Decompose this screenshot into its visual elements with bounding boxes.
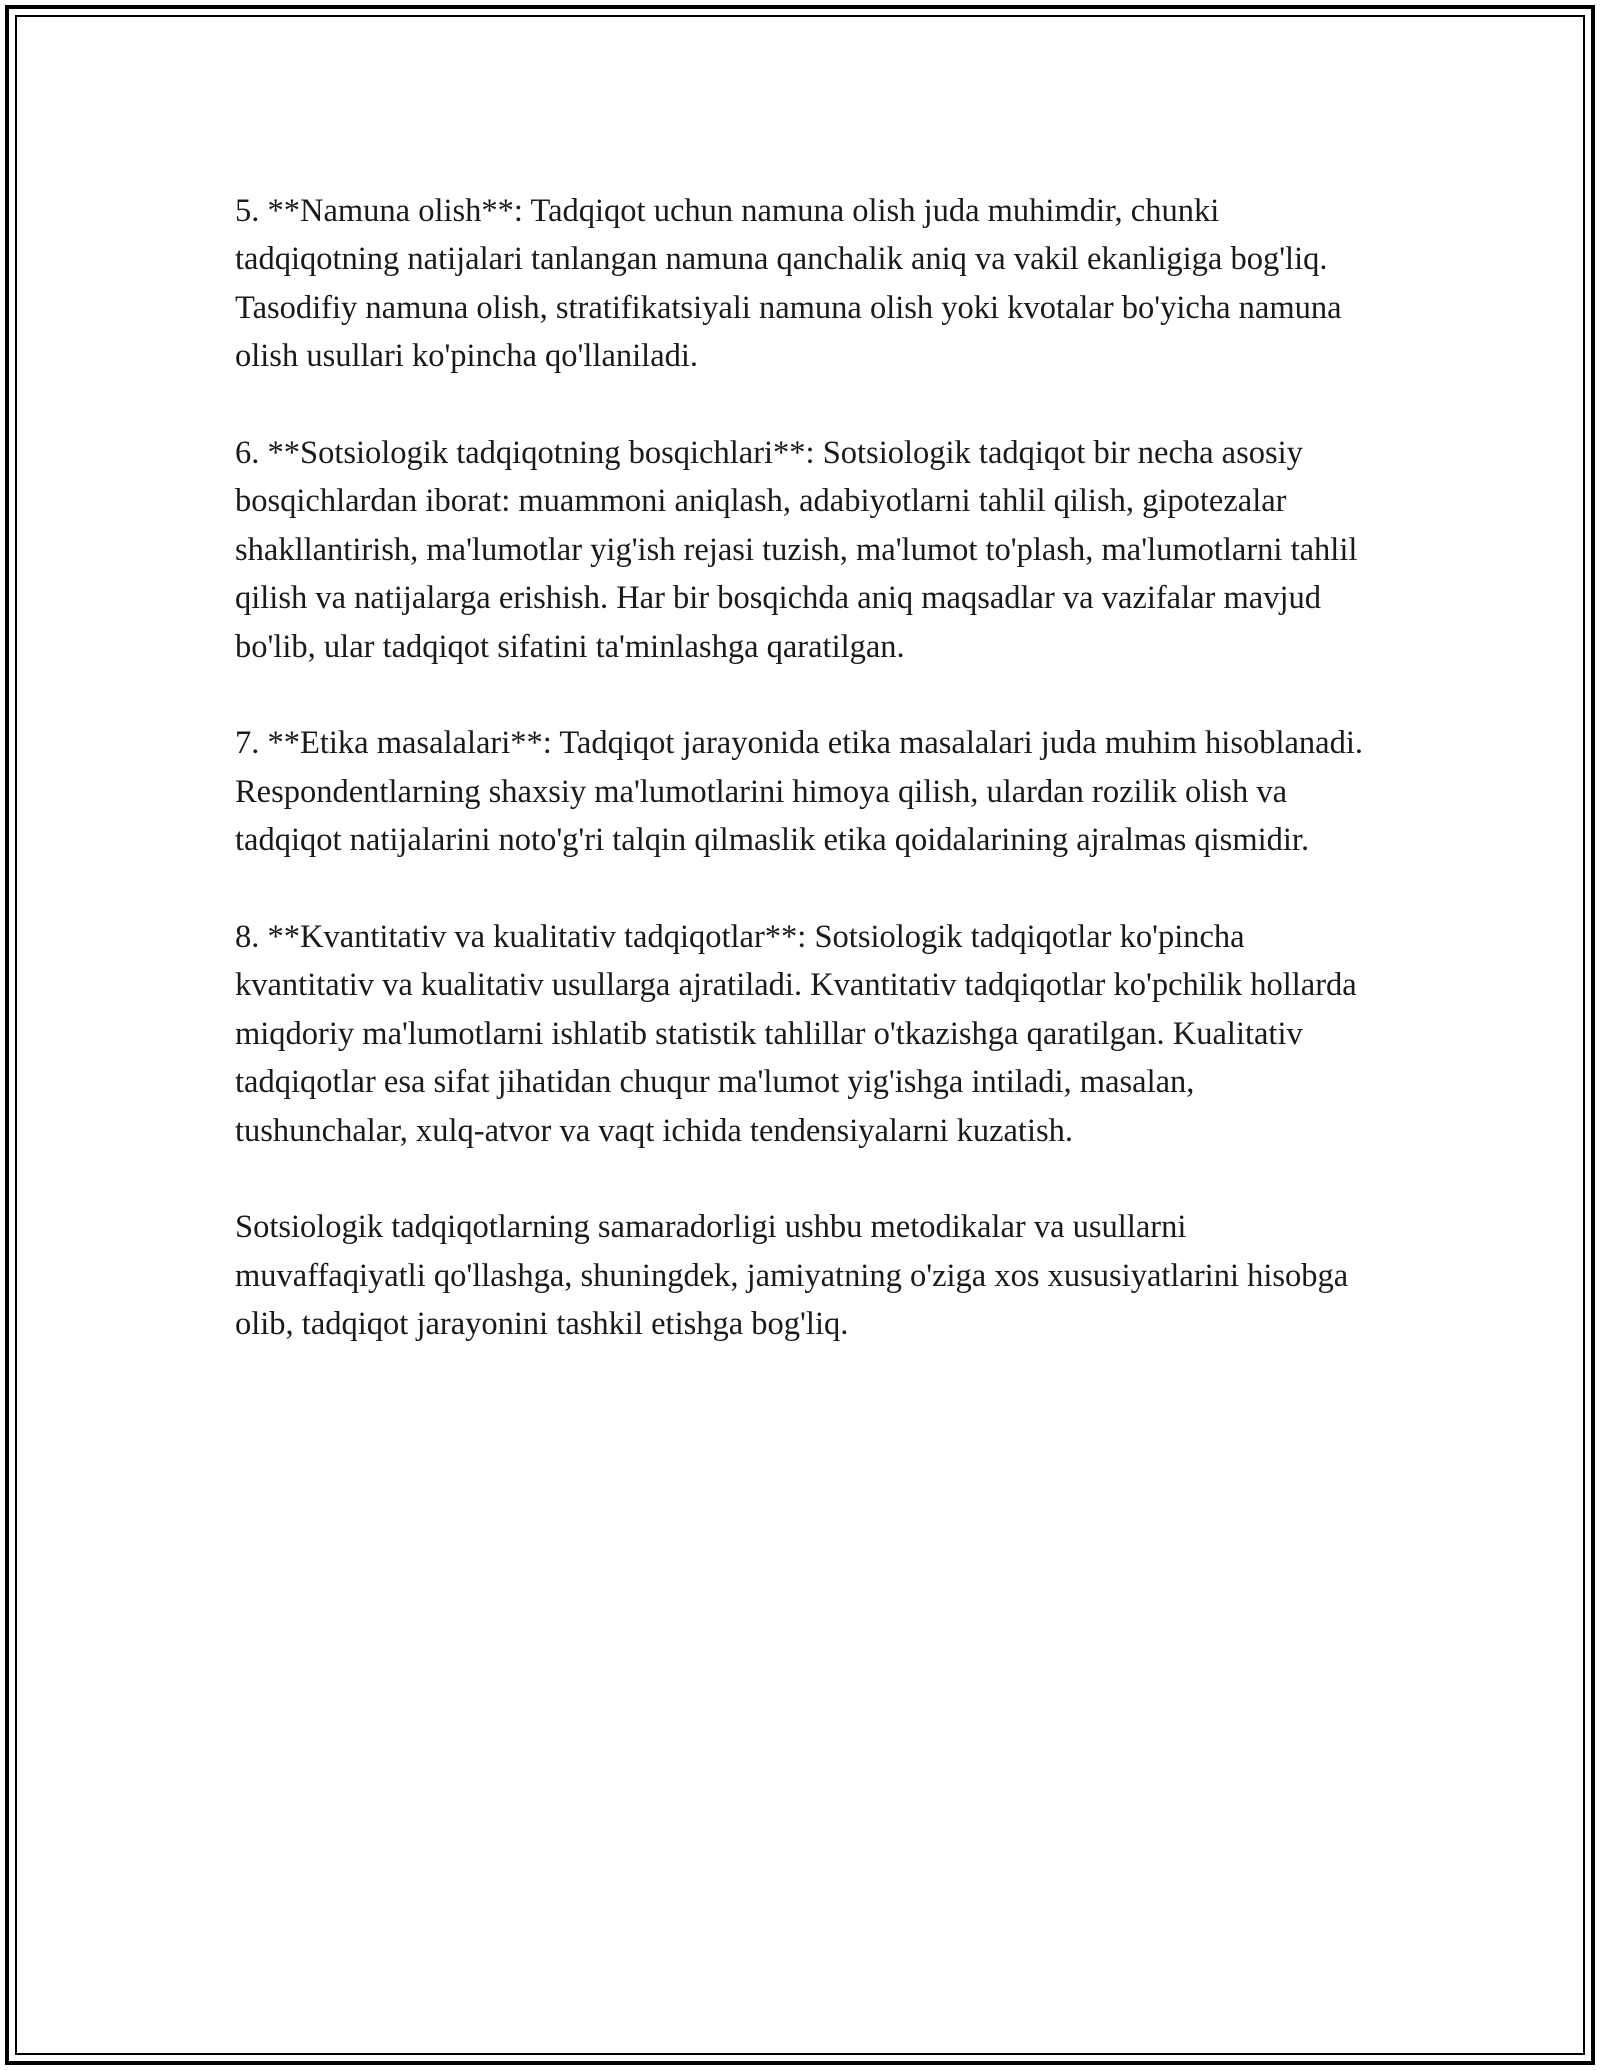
paragraph-etika-masalalari: 7. **Etika masalalari**: Tadqiqot jarayonida etika masalalari juda muhim hisoblanadi. Respondentlarning shaxsiy ma'lumotlarini himoya qilish, ulardan rozilik olish va tadqiqot natijalarini noto'g'ri talqin qilmaslik etika qoidalarining ajralmas qismidir. [235,725,1363,859]
paragraph-conclusion: Sotsiologik tadqiqotlarning samaradorligi ushbu metodikalar va usullarni muvaffaqiyatli qo'llashga, shuningdek, jamiyatning o'ziga xos xususiyatlarini hisobga olib, tadqiqot jarayonini tashkil etishga bog'liq. [235,1209,1349,1343]
document-body [235,187,1370,1397]
paragraph-tadqiqot-bosqichlari: 6. **Sotsiologik tadqiqotning bosqichlari**: Sotsiologik tadqiqot bir necha asosiy bosqichlardan iborat: muammoni aniqlash, adabiyotlarni tahlil qilish, gipotezalar shakllantirish, ma'lumotlar yig'ish rejasi tuzish, ma'lumot to'plash, ma'lumotlarni tahlil qilish va natijalarga erishish. Har bir bosqichda aniq maqsadlar va vazifalar mavjud bo'lib, ular tadqiqot sifatini ta'minlashga qaratilgan. [235,435,1358,665]
paragraph-namuna-olish: 5. **Namuna olish**: Tadqiqot uchun namuna olish juda muhimdir, chunki tadqiqotning natijalari tanlangan namuna qanchalik aniq va vakil ekanligiga bog'liq. Tasodifiy namuna olish, stratifikatsiyali namuna olish yoki kvotalar bo'yicha namuna olish usullari ko'pincha qo'llaniladi. [235,193,1342,375]
paragraph-kvantitativ-kualitativ: 8. **Kvantitativ va kualitativ tadqiqotlar**: Sotsiologik tadqiqotlar ko'pincha kvantitativ va kualitativ usullarga ajratiladi. Kvantitativ tadqiqotlar ko'pchilik hollarda miqdoriy ma'lumotlarni ishlatib statistik tahlillar o'tkazishga qaratilgan. Kualitativ tadqiqotlar esa sifat jihatidan chuqur ma'lumot yig'ishga intiladi, masalan, tushunchalar, xulq-atvor va vaqt ichida tendensiyalarni kuzatish. [235,919,1357,1149]
